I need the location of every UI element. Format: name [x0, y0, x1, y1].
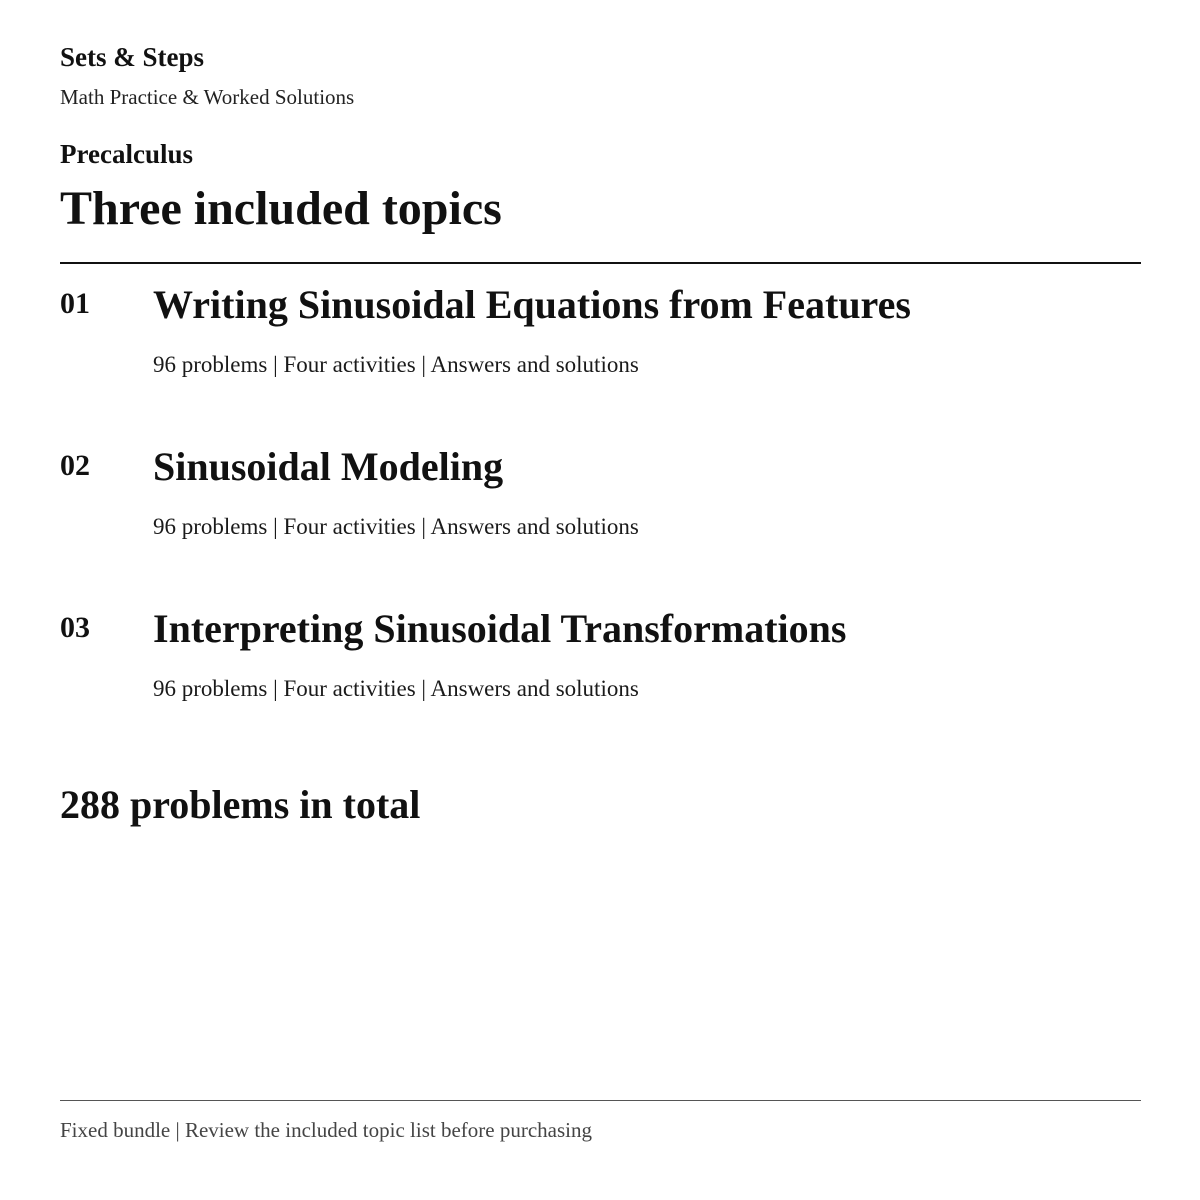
topic-item-2: [60, 430, 1141, 570]
topic-title: Interpreting Sinusoidal Transformations: [153, 606, 847, 651]
brand-name: Sets & Steps: [60, 42, 205, 72]
topic-meta: 96 problems | Four activities | Answers and solutions: [153, 352, 639, 377]
topic-number: 01: [60, 287, 90, 320]
topic-item-3: [60, 592, 1141, 732]
topic-meta: 96 problems | Four activities | Answers and solutions: [153, 514, 639, 539]
top-divider: [60, 262, 1141, 264]
topic-title: Sinusoidal Modeling: [153, 444, 504, 489]
subject-eyebrow: Precalculus: [60, 139, 193, 169]
brand-tagline: Math Practice & Worked Solutions: [60, 85, 355, 109]
topic-number: 03: [60, 611, 90, 644]
topic-item-1: [60, 268, 1141, 408]
topic-number: 02: [60, 449, 90, 482]
footer-note: Fixed bundle | Review the included topic list before purchasing: [60, 1118, 592, 1142]
total-problems: 288 problems in total: [60, 782, 421, 827]
topic-title: Writing Sinusoidal Equations from Features: [153, 282, 911, 327]
topic-meta: 96 problems | Four activities | Answers and solutions: [153, 676, 639, 701]
bottom-divider: [60, 1100, 1141, 1101]
page-title: Three included topics: [60, 182, 502, 235]
